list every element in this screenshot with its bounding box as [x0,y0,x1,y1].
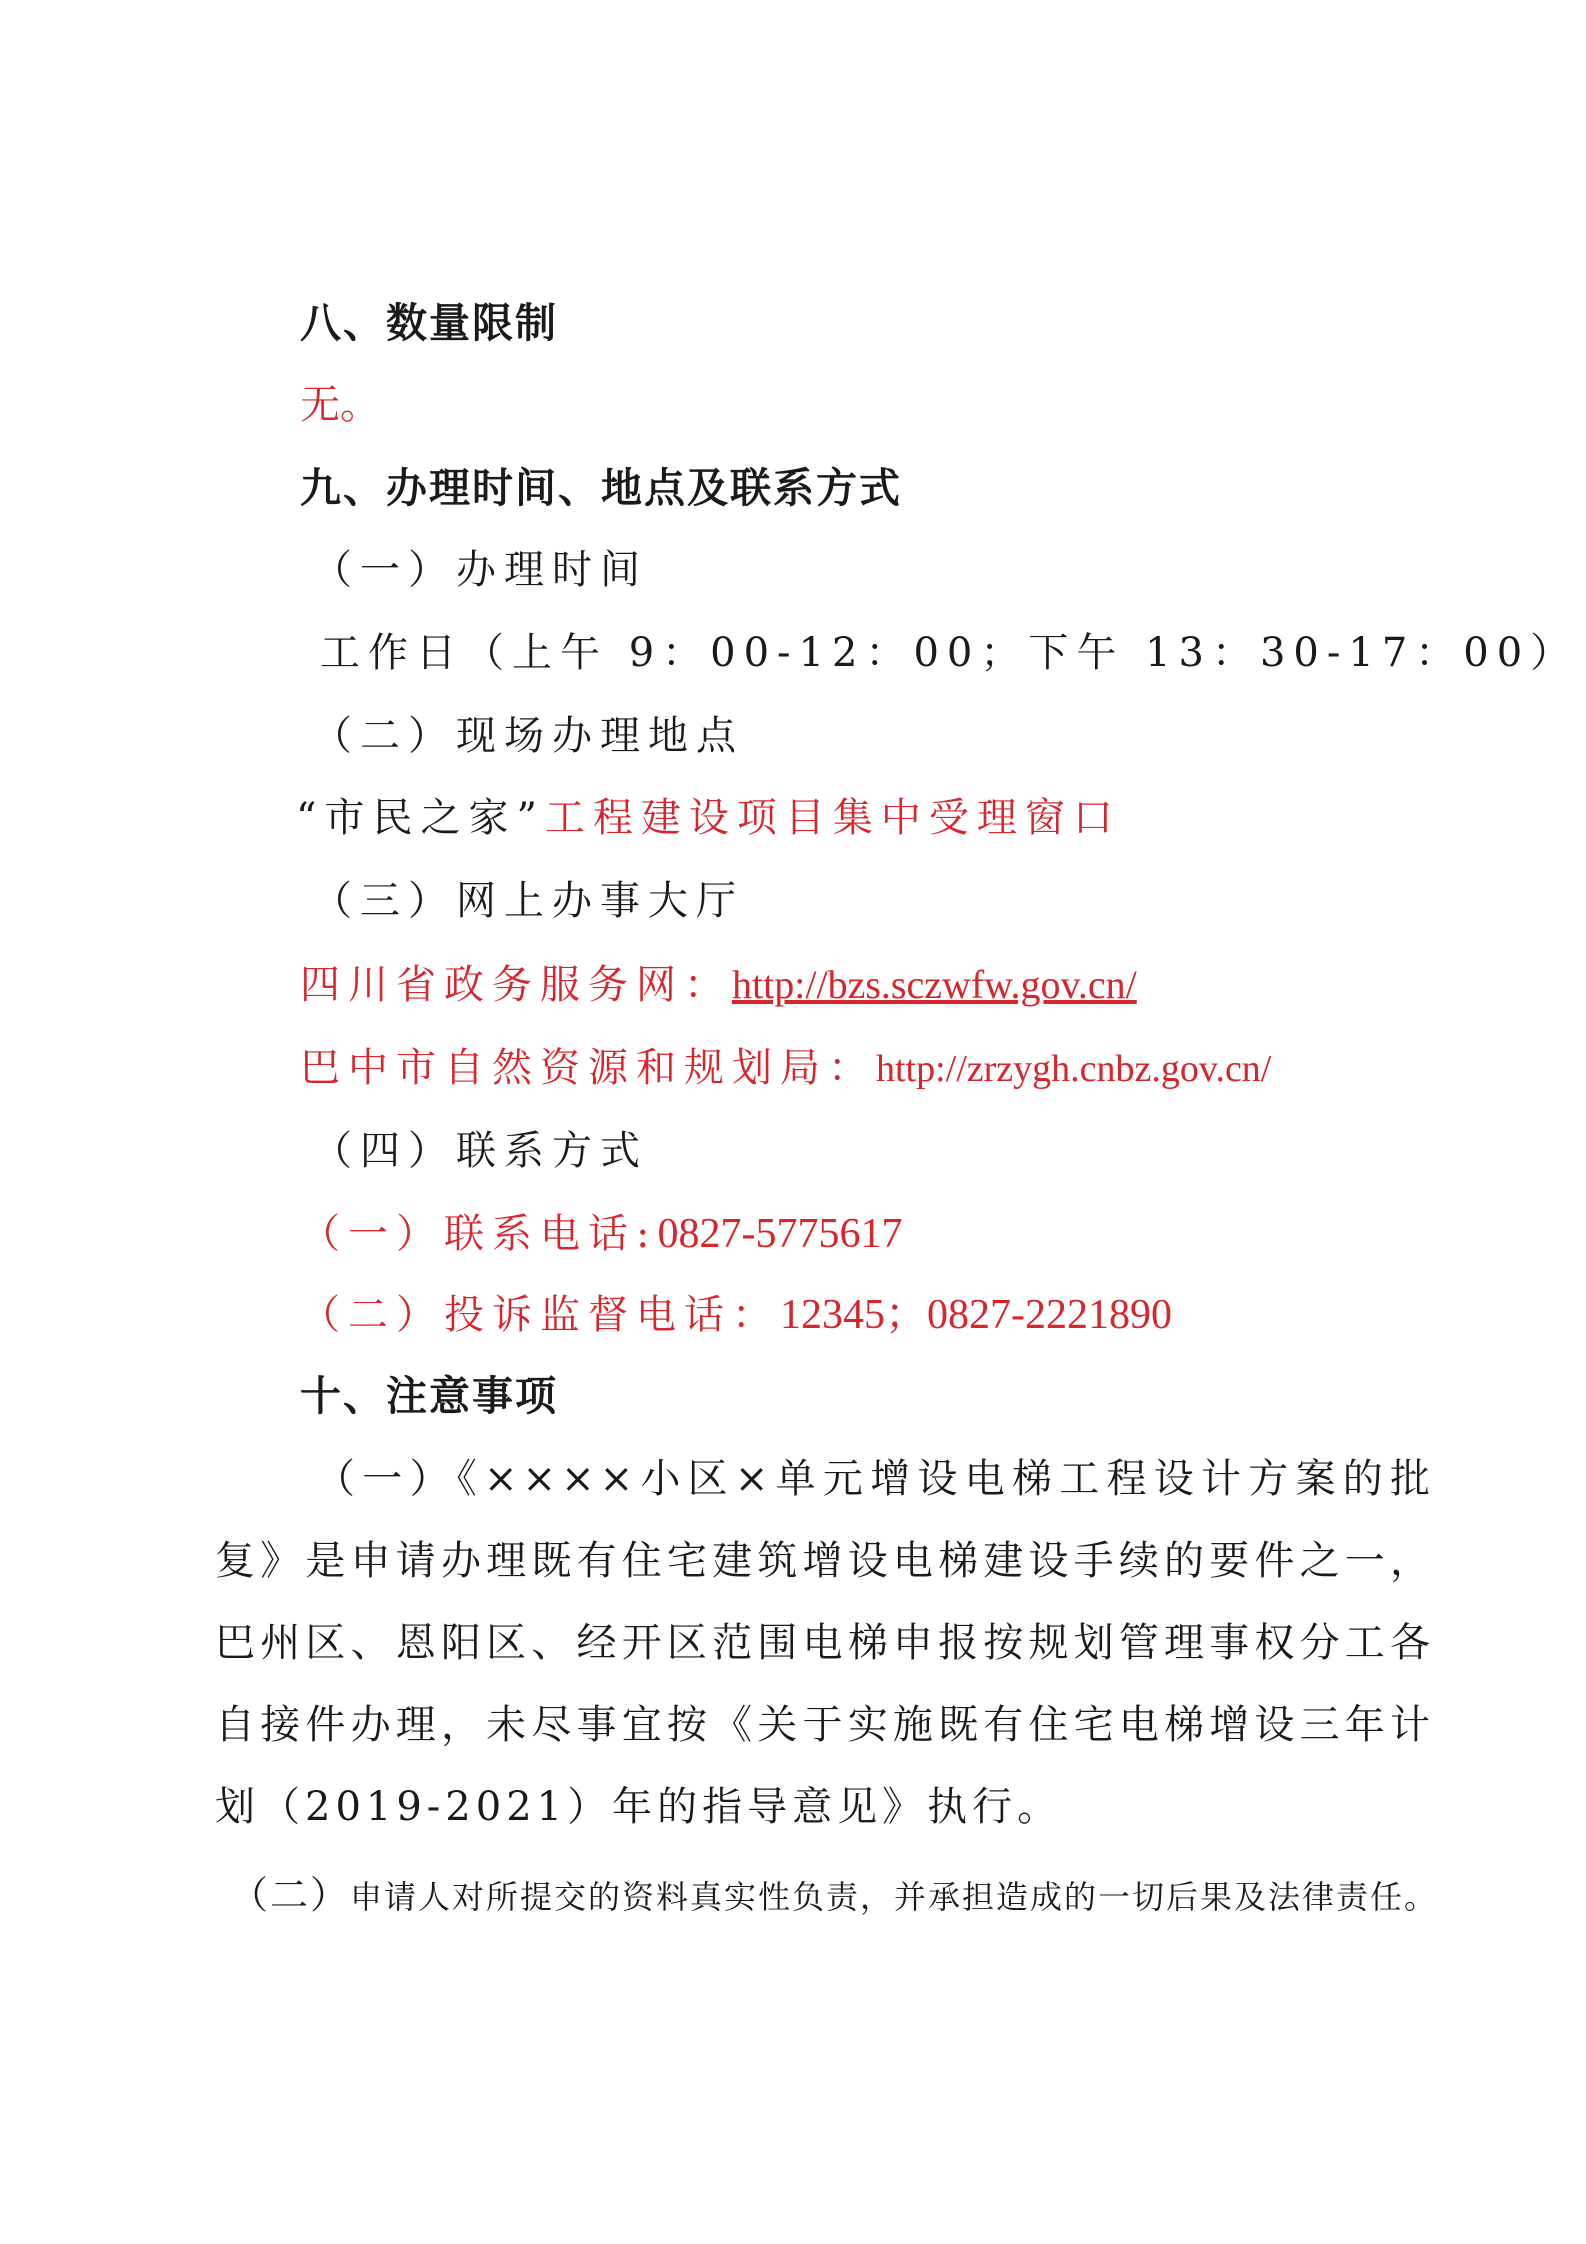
website-2-url: http://zrzygh.cnbz.gov.cn/ [876,1048,1272,1090]
section-9-4-title: （四）联系方式 [312,1128,648,1174]
website-2 [300,1043,1271,1094]
section-9-1-title: （一）办理时间 [312,547,648,593]
location-window: 工程建设项目集中受理窗口 [544,795,1121,841]
section-9-3-title: （三）网上办事大厅 [312,878,744,924]
complaint-phone [300,1290,1172,1340]
website-2-label: 巴中市自然资源和规划局： [300,1045,876,1091]
complaint-phone-number: 12345；0827-2221890 [780,1292,1172,1338]
location-prefix: “市民之家” [296,795,545,841]
note-1-paragraph: （一）《××××小区×单元增设电梯工程设计方案的批复》是申请办理既有住宅建筑增设电梯建设手续的要件之一，巴州区、恩阳区、经开区范围电梯申报按规划管理事权分工各自接件办理，未尽事宜按《关于实施既有住宅电梯增设三年计划（2019-2021）年的指导意见》执行。 [215,1456,1435,1830]
contact-phone [300,1209,902,1259]
section-10-heading: 十、注意事项 [300,1372,558,1420]
note-2 [230,1870,1438,1922]
contact-phone-number: 0827-5775617 [657,1211,903,1257]
website-1-label: 四川省政务服务网： [300,962,732,1008]
section-9-2-title: （二）现场办理地点 [312,713,744,759]
section-8-heading: 八、数量限制 [300,299,558,347]
website-1-link[interactable]: http://bzs.sczwfw.gov.cn/ [732,962,1137,1007]
website-1 [300,960,1137,1010]
onsite-location [296,793,1121,843]
complaint-phone-label: （二）投诉监督电话： [300,1292,780,1338]
working-hours: 工作日（上午 9：00-12：00；下午 13：30-17：00） [320,630,1579,676]
section-9-heading: 九、办理时间、地点及联系方式 [300,464,902,512]
note-2-label: （二） [230,1873,351,1917]
section-8-body: 无。 [300,382,380,428]
contact-phone-label: （一）联系电话: [300,1211,658,1257]
note-2-body: 申请人对所提交的资料真实性负责，并承担造成的一切后果及法律责任。 [350,1878,1439,1916]
